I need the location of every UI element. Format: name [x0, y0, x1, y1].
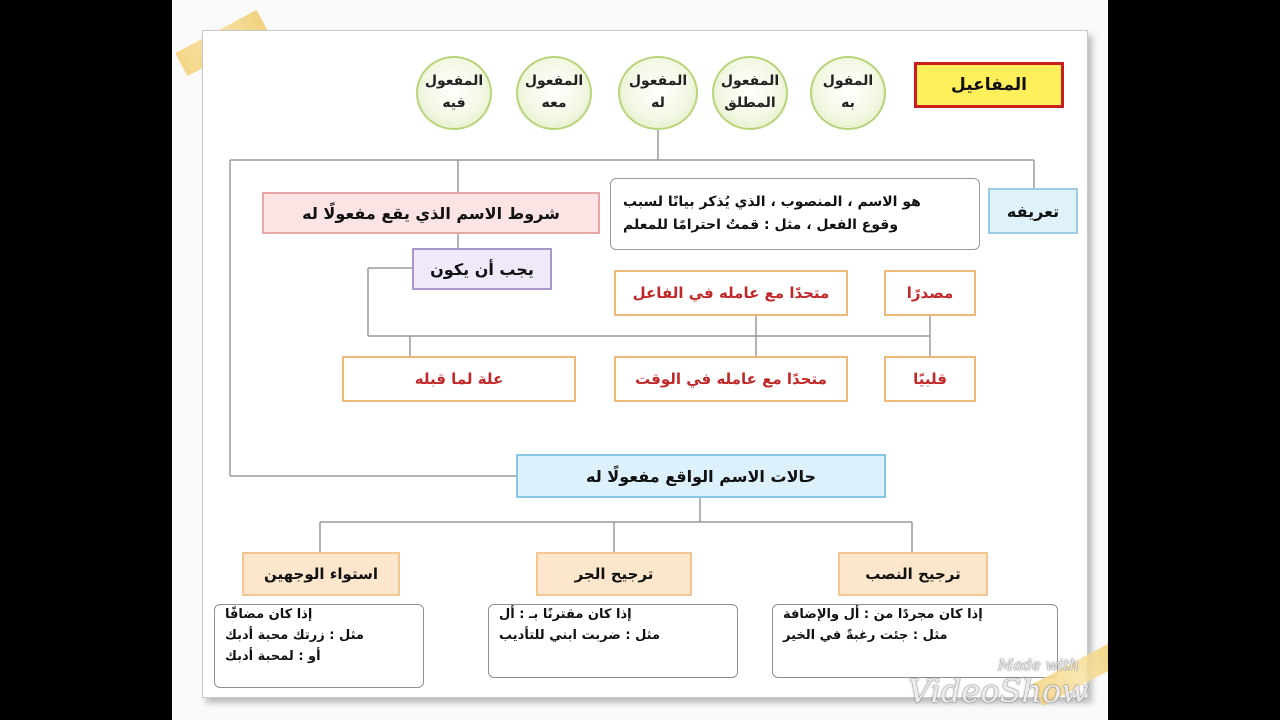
cases-header	[516, 454, 886, 498]
case-label-text: ترجيح الجر	[574, 565, 654, 583]
case-example-box	[488, 604, 738, 678]
definition-line2: وقوع الفعل ، مثل : قمتُ احترامًا للمعلم	[623, 217, 899, 233]
condition-text: مصدرًا	[906, 284, 954, 302]
case-example-line: إذا كان مضافًا	[225, 607, 313, 622]
case-example-line: مثل : ضربت ابني للتأديب	[499, 627, 661, 643]
definition-line1: هو الاسم ، المنصوب ، الذي يُذكر بيانًا لسبب	[623, 193, 921, 210]
object-4-line2: معه	[541, 95, 567, 111]
case-label	[536, 552, 692, 596]
object-2-line1: المفعول	[720, 73, 780, 90]
object-circle-1	[810, 56, 886, 130]
case-example-line: أو : لمحبة أدبك	[225, 648, 321, 664]
condition-item	[614, 356, 848, 402]
object-circle-2	[712, 56, 788, 130]
condition-text: علة لما قبله	[414, 370, 504, 388]
case-example-box	[214, 604, 424, 688]
conditions-header-text: شروط الاسم الذي يقع مفعولًا له	[302, 203, 560, 223]
case-label-text: استواء الوجهين	[264, 565, 378, 583]
watermark-small-text: Made with	[998, 656, 1079, 674]
object-4-line1: المفعول	[524, 73, 584, 90]
condition-item	[884, 270, 976, 316]
must-be-text: يجب أن يكون	[430, 259, 534, 279]
object-circle-4	[516, 56, 592, 130]
object-circle-5	[416, 56, 492, 130]
condition-item	[884, 356, 976, 402]
object-3-line1: المفعول	[628, 73, 688, 90]
conditions-header	[262, 192, 600, 234]
title-box	[914, 62, 1064, 108]
definition-label	[988, 188, 1078, 234]
definition-label-text: تعريفه	[1006, 201, 1060, 221]
title-text: المفاعيل	[951, 75, 1027, 95]
case-label-text: ترجيح النصب	[865, 565, 961, 583]
videoshow-watermark	[906, 650, 1106, 720]
cases-header-text: حالات الاسم الواقع مفعولًا له	[586, 466, 817, 486]
object-1-line1: المفول	[822, 73, 874, 90]
slide-canvas	[172, 0, 1108, 720]
condition-item	[342, 356, 576, 402]
definition-text-box	[610, 178, 980, 250]
object-5-line2: فيه	[442, 95, 466, 111]
must-be-box	[412, 248, 552, 290]
object-5-line1: المفعول	[424, 73, 484, 90]
condition-text: متحدًا مع عامله في الفاعل	[632, 284, 830, 302]
object-circle-3	[618, 56, 698, 130]
condition-text: متحدًا مع عامله في الوقت	[635, 370, 827, 388]
case-example-line: إذا كان مجردًا من : أل والإضافة	[783, 607, 983, 622]
object-3-line2: له	[651, 95, 665, 111]
condition-text: قلبيًا	[913, 370, 947, 388]
watermark-big-text: VideoShow	[908, 672, 1089, 710]
condition-item	[614, 270, 848, 316]
case-example-line: إذا كان مقترنًا بـ : أل	[499, 607, 632, 622]
case-label	[242, 552, 400, 596]
case-example-line: مثل : جئت رغبةً في الخير	[783, 627, 948, 643]
case-example-line: مثل : زرتك محبة أدبك	[225, 627, 364, 643]
case-label	[838, 552, 988, 596]
object-2-line2: المطلق	[724, 95, 776, 111]
object-1-line2: به	[841, 95, 855, 111]
